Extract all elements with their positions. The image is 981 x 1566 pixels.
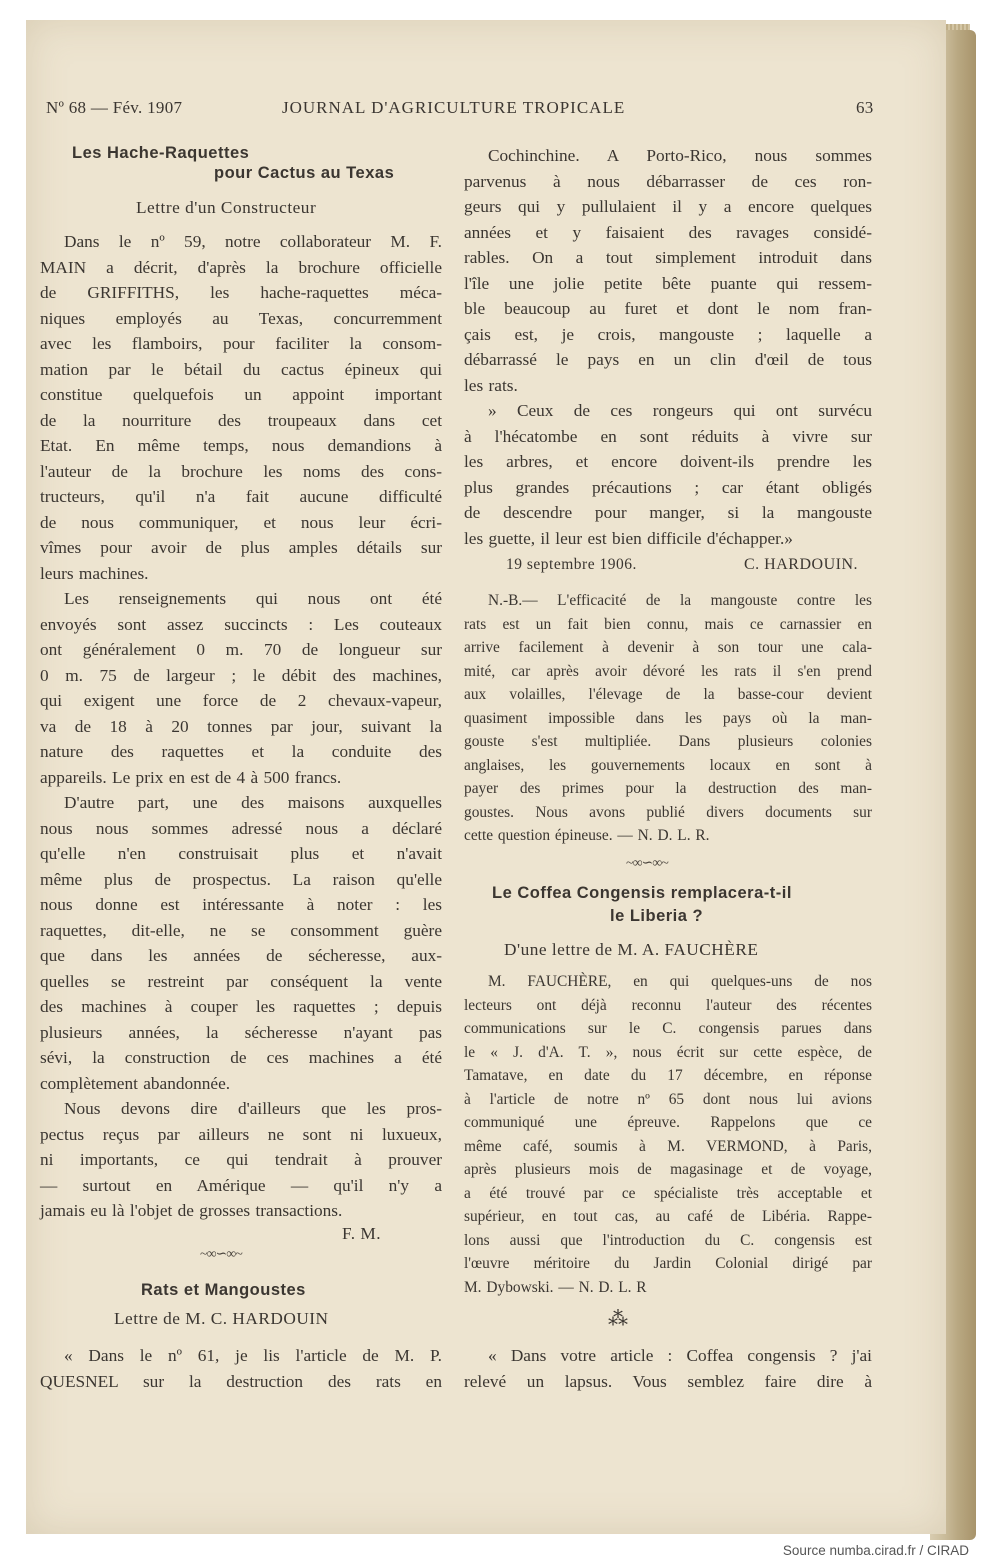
text-line: qui exigent une force de 2 chevaux-vapeur, — [40, 691, 442, 710]
text-line: Les renseignements qui nous ont été — [64, 589, 442, 608]
text-line: niques employés au Texas, concurremment — [40, 308, 442, 328]
text-line: quelles se restreint par conséquent la vente — [40, 971, 442, 991]
text-line: années et y faisaient des ravages considé- — [464, 222, 872, 242]
text-line: à l'hécatombe en sont réduits à vivre sur — [464, 426, 872, 446]
text-line: payer des primes pour la destruction des man- — [464, 780, 872, 797]
text-line: aux volailles, l'élevage de la basse-cour devient — [464, 686, 872, 703]
text-line: nous donne est intéressante à noter : les — [40, 895, 442, 914]
text-line: « Dans le nº 61, je lis l'article de M. P. — [64, 1346, 442, 1365]
text-line: communiqué une épreuve. Rappelons que ce — [464, 1114, 872, 1131]
text-line: MAIN a décrit, d'après la brochure officielle — [40, 257, 442, 277]
article-body — [464, 1343, 872, 1394]
article-subtitle: Lettre de M. C. HARDOUIN — [114, 1309, 329, 1328]
text-line: à l'article de notre nº 65 dont nous lui avions — [464, 1090, 872, 1108]
text-line: ble beaucoup au furet et dont le nom fran- — [464, 299, 872, 318]
article-title: pour Cactus au Texas — [214, 164, 395, 182]
article-body — [40, 1343, 442, 1394]
source-credit: Source numba.cirad.fr / CIRAD — [782, 1543, 969, 1558]
text-line: parvenus à nous débarrasser de ces ron- — [464, 171, 872, 191]
text-line: ont généralement 0 m. 70 de longueur sur — [40, 640, 442, 659]
text-line: de la nourriture des troupeaux dans cet — [40, 410, 442, 430]
text-line: sévi, la construction de ces machines a été — [40, 1048, 442, 1067]
text-line: l'île une jolie petite bête puante qui ressem- — [464, 273, 872, 293]
text-line: communications sur le C. congensis parues dans — [464, 1020, 872, 1037]
text-line: nous nous sommes adressé nous a déclaré — [40, 818, 442, 838]
text-line: de descendre pour manger, si la mangouste — [464, 503, 872, 522]
text-line: 0 m. 75 de largeur ; le débit des machines, — [40, 665, 442, 685]
text-line: « Dans votre article : Coffea congensis ? j'ai — [488, 1346, 872, 1365]
text-line: va de 18 à 20 tonnes par jour, suivant la — [40, 716, 442, 736]
article-body — [40, 229, 442, 1224]
text-line: supérieur, en tout cas, au café de Libéria. Rappe- — [464, 1208, 872, 1225]
text-line: Tamatave, en date du 17 décembre, en réponse — [464, 1067, 872, 1084]
text-line: » Ceux de ces rongeurs qui ont survécu — [488, 401, 872, 420]
text-line: l'œuvre méritoire du Jardin Colonial dirigé par — [464, 1255, 872, 1272]
issue-number: Nº 68 — Fév. 1907 — [46, 98, 183, 117]
text-line: M. Dybowski. — N. D. L. R — [464, 1278, 647, 1296]
article-subtitle: Lettre d'un Constructeur — [136, 198, 317, 217]
text-line: lecteurs ont déjà reconnu l'auteur des récentes — [464, 996, 872, 1014]
text-line: M. FAUCHÈRE, en qui quelques-uns de nos — [488, 973, 872, 990]
text-line: raquettes, dit-elle, ne se consomment guère — [40, 920, 442, 940]
text-line: rables. On a tout simplement introduit dans — [464, 248, 872, 267]
text-line: leurs machines. — [40, 563, 149, 583]
text-line: rats est un fait bien connu, mais ce carnassier en — [464, 615, 872, 633]
text-line: complètement abandonnée. — [40, 1073, 231, 1093]
text-line: çais est, je crois, mangouste ; laquelle a — [464, 324, 872, 344]
signature: F. M. — [342, 1224, 382, 1243]
editor-note — [464, 589, 872, 848]
asterism: ⁂ — [608, 1308, 629, 1330]
article-title: Les Hache-Raquettes — [72, 144, 250, 162]
text-line: QUESNEL sur la destruction des rats en — [40, 1371, 442, 1391]
text-line: Dans le nº 59, notre collaborateur M. F. — [64, 232, 442, 251]
text-line: lons aussi que l'introduction du C. congensis est — [464, 1231, 872, 1249]
text-line: les rats. — [464, 375, 518, 395]
journal-title: JOURNAL D'AGRICULTURE TROPICALE — [282, 98, 626, 117]
text-line: les arbres, et encore doivent-ils prendre les — [464, 452, 872, 471]
text-line: jamais eu là l'objet de grosses transactions. — [40, 1201, 343, 1220]
text-line: ni importants, ce qui tendrait à prouver — [40, 1150, 442, 1169]
text-line: D'autre part, une des maisons auxquelles — [64, 793, 442, 812]
text-line: pectus reçus par ailleurs ne sont ni luxueux, — [40, 1124, 442, 1144]
text-line: relevé un lapsus. Vous semblez faire dire à — [464, 1371, 872, 1391]
text-line: les guette, il leur est bien difficile d'échapper.» — [464, 528, 793, 548]
letter-date: 19 septembre 1906. — [506, 556, 637, 573]
page-number: 63 — [856, 98, 874, 117]
text-line: quasiment impossible dans les pays où la man- — [464, 709, 872, 727]
article-subtitle: D'une lettre de M. A. FAUCHÈRE — [504, 940, 759, 959]
article-body — [464, 143, 872, 551]
text-line: de nous communiquer, et nous leur écri- — [40, 512, 442, 532]
text-line: plusieurs années, la sécheresse n'ayant pas — [40, 1022, 442, 1042]
text-line: Etat. En même temps, nous demandions à — [40, 436, 442, 455]
text-line: — surtout en Amérique — qu'il n'y a — [40, 1175, 442, 1195]
text-line: l'auteur de la brochure les noms des cons- — [40, 461, 442, 481]
text-line: après plusieurs mois de magasinage et de voyage, — [464, 1161, 872, 1178]
text-line: cette question épineuse. — N. D. L. R. — [464, 827, 710, 844]
text-line: goustes. Nous avons publié divers documents sur — [464, 803, 872, 821]
article-title: le Liberia ? — [610, 907, 704, 925]
text-line: de GRIFFITHS, les hache-raquettes méca- — [40, 283, 442, 302]
ornament-divider: ~∞∽∞~ — [200, 1247, 242, 1262]
text-line: nature des raquettes et la conduite des — [40, 742, 442, 761]
text-line: le « J. d'A. T. », nous écrit sur cette espèce, de — [464, 1043, 872, 1061]
editor-intro — [464, 970, 872, 1299]
text-line: arrive facilement à devenir à son tour une cala- — [464, 639, 872, 656]
text-line: tructeurs, qu'il n'a fait aucune difficulté — [40, 487, 442, 506]
ornament-divider: ~∞∽∞~ — [626, 856, 668, 871]
text-line: des machines à couper les raquettes ; depuis — [40, 997, 442, 1016]
text-line: N.-B.— L'efficacité de la mangouste contre les — [488, 592, 872, 609]
text-line: gouste s'est multipliée. Dans plusieurs colonies — [464, 733, 872, 750]
text-line: anglaises, les gouvernements locaux en sont à — [464, 756, 872, 774]
text-line: Cochinchine. A Porto-Rico, nous sommes — [488, 146, 872, 165]
text-line: qu'elle n'en construisait plus et n'avait — [40, 844, 442, 863]
text-line: mité, car après avoir dévoré les rats il s'en prend — [464, 662, 872, 680]
text-line: avec les flamboirs, pour faciliter la consom- — [40, 334, 442, 353]
text-line: geurs qui y pullulaient il y a encore quelques — [464, 197, 872, 216]
text-line: vîmes pour avoir de plus amples détails sur — [40, 538, 442, 557]
text-line: plus grandes précautions ; car étant obligés — [464, 477, 872, 497]
signature: C. HARDOUIN. — [744, 556, 858, 573]
text-line: envoyés sont assez succincts : Les couteaux — [40, 614, 442, 634]
text-line: a été trouvé par ce spécialiste très acceptable et — [464, 1184, 872, 1202]
text-line: mation par le bétail du cactus épineux qui — [40, 359, 442, 379]
text-line: constitue quelquefois un appoint important — [40, 385, 442, 404]
text-line: même café, soumis à M. VERMOND, à Paris, — [464, 1137, 872, 1155]
text-line: que dans les années de sécheresse, aux- — [40, 946, 442, 965]
text-line: même plus de prospectus. La raison qu'elle — [40, 869, 442, 889]
article-title: Le Coffea Congensis remplacera-t-il — [492, 884, 792, 902]
text-line: Nous devons dire d'ailleurs que les pros- — [64, 1099, 442, 1118]
article-title: Rats et Mangoustes — [141, 1281, 306, 1299]
text-line: appareils. Le prix en est de 4 à 500 francs. — [40, 767, 342, 787]
text-line: débarrassé le pays en un clin d'œil de tous — [464, 350, 872, 369]
